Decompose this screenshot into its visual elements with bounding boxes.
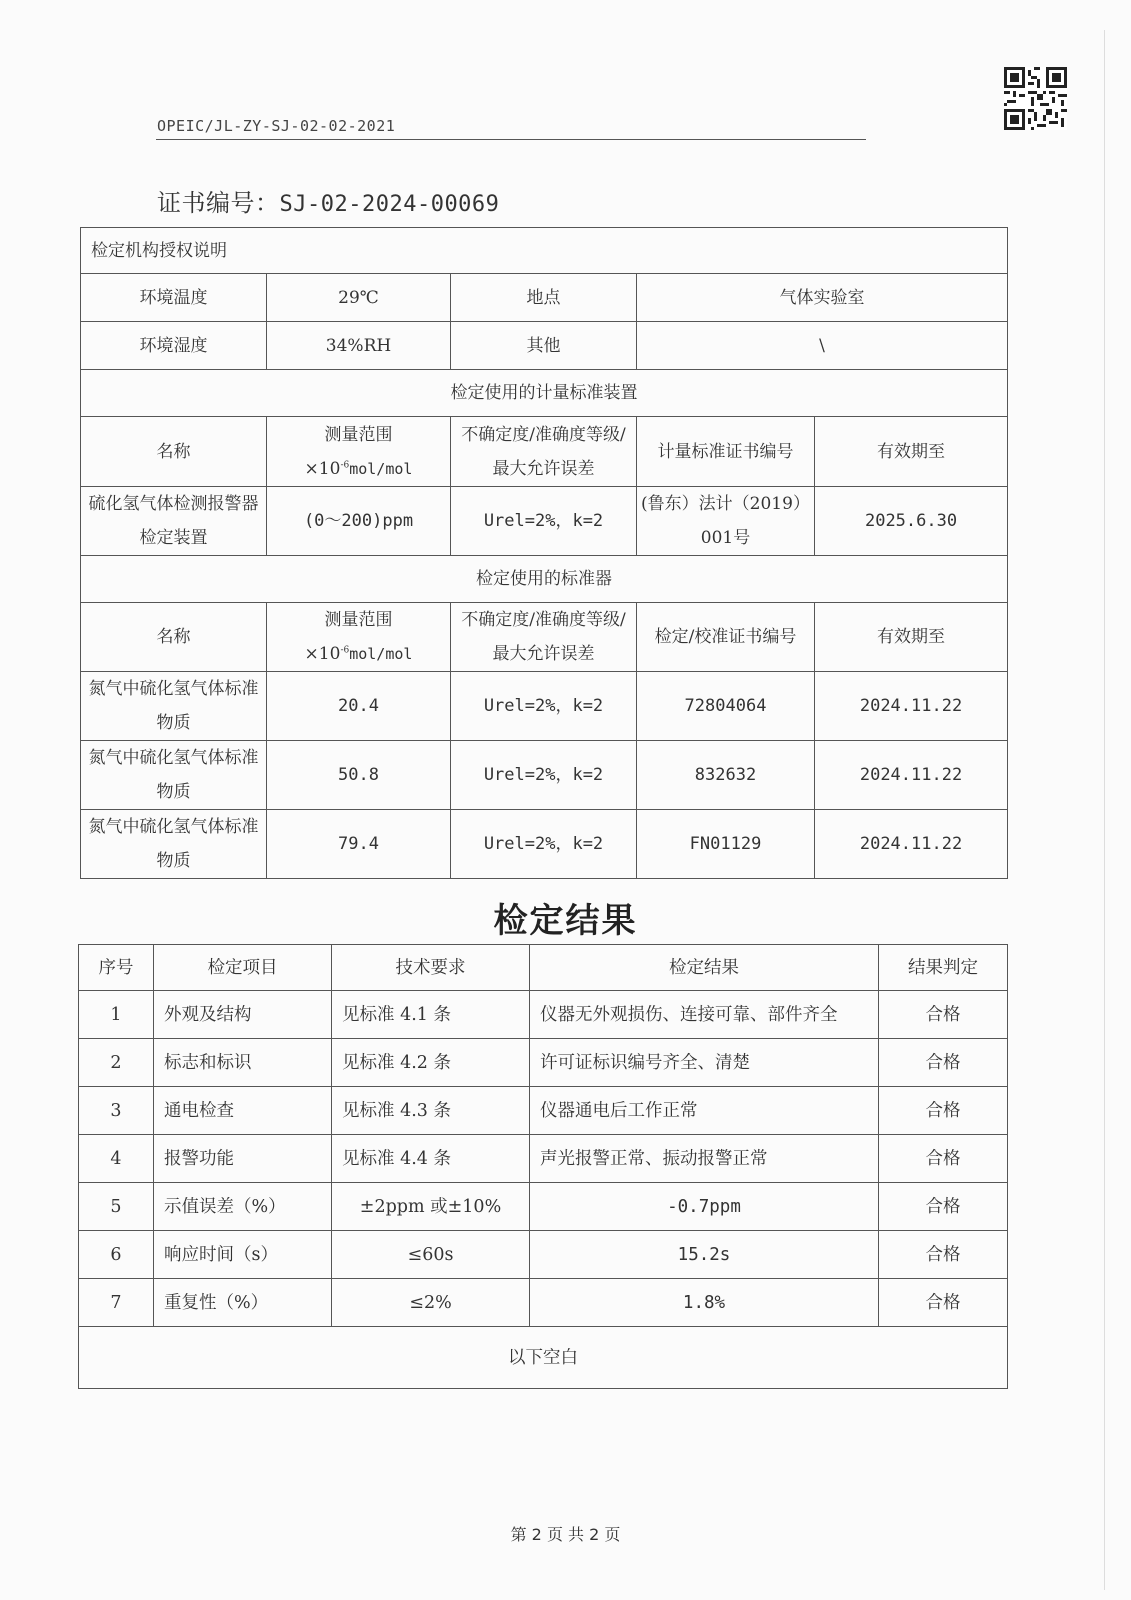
standards-table	[80, 227, 1008, 879]
header-valid-until: 有效期至	[815, 417, 1008, 487]
result-no: 5	[79, 1183, 154, 1231]
results-header-verdict: 结果判定	[879, 945, 1008, 991]
standard-valid-until: 2024.11.22	[815, 741, 1008, 810]
result-no: 3	[79, 1087, 154, 1135]
document-code: OPEIC/JL-ZY-SJ-02-02-2021	[157, 117, 396, 135]
device-cert-no: (鲁东）法计（2019）001号	[637, 487, 815, 556]
table-row	[81, 672, 1008, 741]
result-item: 通电检查	[154, 1087, 332, 1135]
table-row	[79, 1087, 1008, 1135]
result-item: 报警功能	[154, 1135, 332, 1183]
result-requirement: 见标准 4.1 条	[332, 991, 530, 1039]
device-name: 硫化氢气体检测报警器检定装置	[81, 487, 267, 556]
result-verdict: 合格	[879, 1279, 1008, 1327]
result-requirement: ≤2%	[332, 1279, 530, 1327]
certificate-number-label: 证书编号：	[157, 189, 280, 217]
standard-valid-until: 2024.11.22	[815, 810, 1008, 879]
result-item: 外观及结构	[154, 991, 332, 1039]
result-value: -0.7ppm	[530, 1183, 879, 1231]
header-cert-no: 计量标准证书编号	[637, 417, 815, 487]
result-requirement: 见标准 4.3 条	[332, 1087, 530, 1135]
temperature-label: 环境温度	[81, 274, 267, 322]
result-no: 6	[79, 1231, 154, 1279]
result-no: 4	[79, 1135, 154, 1183]
result-item: 标志和标识	[154, 1039, 332, 1087]
table-row	[79, 1183, 1008, 1231]
table-row	[79, 1231, 1008, 1279]
result-value: 许可证标识编号齐全、清楚	[530, 1039, 879, 1087]
result-verdict: 合格	[879, 1087, 1008, 1135]
results-header-item: 检定项目	[154, 945, 332, 991]
header-valid-until: 有效期至	[815, 603, 1008, 672]
result-requirement: 见标准 4.4 条	[332, 1135, 530, 1183]
result-item: 重复性（%）	[154, 1279, 332, 1327]
header-range: 测量范围 $\times 10^{-6}mol$/mol	[267, 417, 451, 487]
results-title: 检定结果	[493, 901, 638, 941]
standard-uncertainty: Urel=2%，k=2	[451, 741, 637, 810]
result-value: 仪器通电后工作正常	[530, 1087, 879, 1135]
result-verdict: 合格	[879, 1183, 1008, 1231]
qr-code-icon	[1004, 67, 1067, 130]
result-verdict: 合格	[879, 991, 1008, 1039]
standard-uncertainty: Urel=2%，k=2	[451, 810, 637, 879]
header-uncertainty: 不确定度/准确度等级/最大允许误差	[451, 603, 637, 672]
standard-name: 氮气中硫化氢气体标准物质	[81, 741, 267, 810]
table-row	[79, 1039, 1008, 1087]
standard-name: 氮气中硫化氢气体标准物质	[81, 810, 267, 879]
device-uncertainty: Urel=2%，k=2	[451, 487, 637, 556]
table-row	[79, 991, 1008, 1039]
standard-device-title: 检定使用的计量标准装置	[81, 370, 1008, 417]
blank-note: 以下空白	[79, 1327, 1008, 1389]
header-rule	[156, 139, 866, 140]
standards-title: 检定使用的标准器	[81, 556, 1008, 603]
results-header-result: 检定结果	[530, 945, 879, 991]
standard-name: 氮气中硫化氢气体标准物质	[81, 672, 267, 741]
location-label: 地点	[451, 274, 637, 322]
standard-cert-no: FN01129	[637, 810, 815, 879]
standard-cert-no: 832632	[637, 741, 815, 810]
result-verdict: 合格	[879, 1039, 1008, 1087]
header-cert-no: 检定/校准证书编号	[637, 603, 815, 672]
certificate-number-value: SJ-02-2024-00069	[279, 192, 500, 217]
result-value: 声光报警正常、振动报警正常	[530, 1135, 879, 1183]
standard-range: 20.4	[267, 672, 451, 741]
standard-cert-no: 72804064	[637, 672, 815, 741]
standard-range: 50.8	[267, 741, 451, 810]
other-label: 其他	[451, 322, 637, 370]
page-edge-line	[1104, 30, 1105, 1590]
results-header-requirement: 技术要求	[332, 945, 530, 991]
header-name: 名称	[81, 417, 267, 487]
auth-title: 检定机构授权说明	[81, 228, 1008, 274]
result-no: 1	[79, 991, 154, 1039]
result-value: 15.2s	[530, 1231, 879, 1279]
result-item: 响应时间（s）	[154, 1231, 332, 1279]
certificate-number	[157, 183, 499, 218]
result-item: 示值误差（%）	[154, 1183, 332, 1231]
result-verdict: 合格	[879, 1135, 1008, 1183]
result-no: 2	[79, 1039, 154, 1087]
table-row	[81, 810, 1008, 879]
result-verdict: 合格	[879, 1231, 1008, 1279]
table-row	[79, 1279, 1008, 1327]
device-range: (0～200)ppm	[267, 487, 451, 556]
standard-range: 79.4	[267, 810, 451, 879]
result-no: 7	[79, 1279, 154, 1327]
standard-uncertainty: Urel=2%，k=2	[451, 672, 637, 741]
temperature-value: 29℃	[267, 274, 451, 322]
header-name: 名称	[81, 603, 267, 672]
result-value: 1.8%	[530, 1279, 879, 1327]
humidity-label: 环境湿度	[81, 322, 267, 370]
table-row	[81, 741, 1008, 810]
result-requirement: ±2ppm 或±10%	[332, 1183, 530, 1231]
device-valid-until: 2025.6.30	[815, 487, 1008, 556]
result-requirement: ≤60s	[332, 1231, 530, 1279]
header-range: 测量范围 $\times 10^{-6}mol$/mol	[267, 603, 451, 672]
result-requirement: 见标准 4.2 条	[332, 1039, 530, 1087]
humidity-value: 34%RH	[267, 322, 451, 370]
results-header-no: 序号	[79, 945, 154, 991]
location-value: 气体实验室	[637, 274, 1008, 322]
results-table	[78, 944, 1008, 1389]
table-row	[79, 1135, 1008, 1183]
header-uncertainty: 不确定度/准确度等级/最大允许误差	[451, 417, 637, 487]
standard-valid-until: 2024.11.22	[815, 672, 1008, 741]
page-number: 第 2 页 共 2 页	[510, 1525, 621, 1544]
other-value: \	[637, 322, 1008, 370]
result-value: 仪器无外观损伤、连接可靠、部件齐全	[530, 991, 879, 1039]
